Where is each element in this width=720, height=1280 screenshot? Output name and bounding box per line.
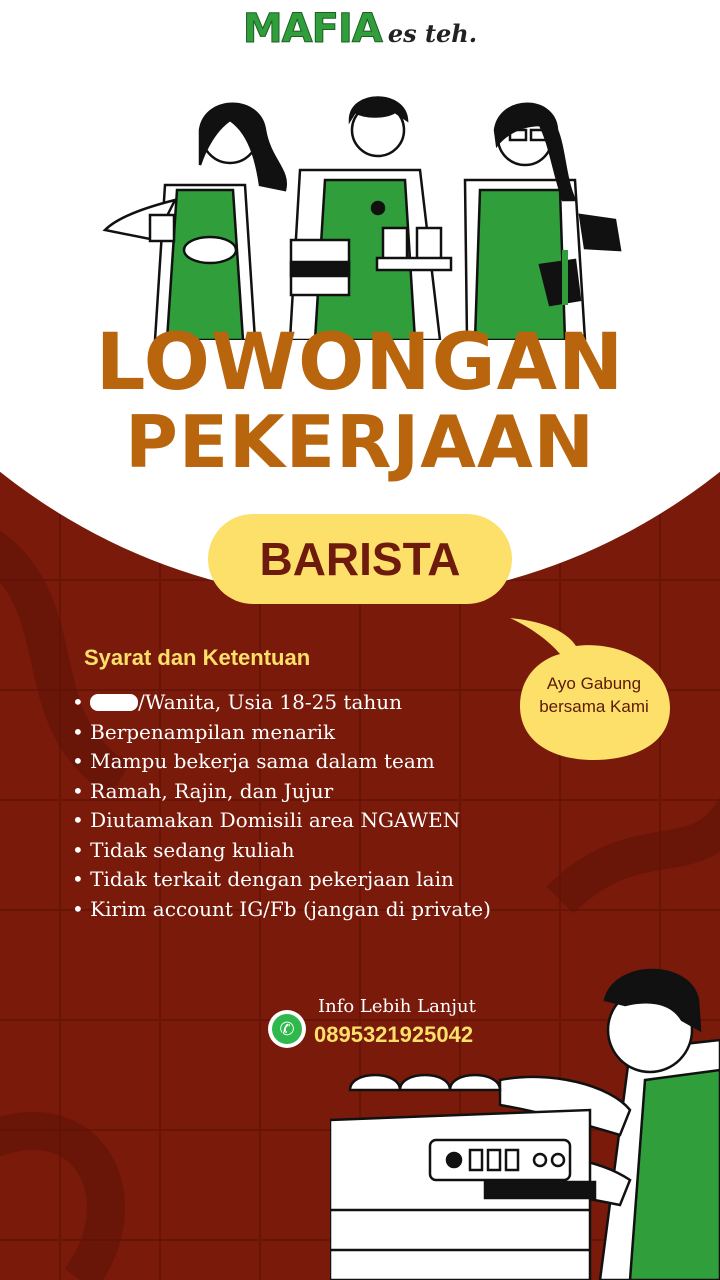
espresso-barista-illustration — [330, 960, 720, 1280]
brand-name: MAFIA — [242, 6, 382, 52]
requirement-item: • Berpenampilan menarik — [72, 718, 491, 748]
requirement-item: • Diutamakan Domisili area NGAWEN — [72, 806, 491, 836]
speech-bubble-line-1: Ayo Gabung — [546, 674, 642, 693]
requirement-item: • /Wanita, Usia 18-25 tahun — [72, 688, 491, 718]
requirement-item: • Tidak terkait dengan pekerjaan lain — [72, 865, 491, 895]
info-label: Info Lebih Lanjut — [318, 996, 476, 1017]
redaction-mark — [90, 694, 138, 711]
headline-line-1: LOWONGAN — [95, 318, 625, 408]
requirements-title: Syarat dan Ketentuan — [84, 645, 311, 670]
speech-bubble-line-2: bersama Kami — [539, 697, 649, 716]
baristas-illustration — [95, 90, 635, 340]
requirements-list — [72, 688, 491, 924]
brand-logo — [0, 6, 720, 52]
headline-line-2: PEKERJAAN — [125, 400, 595, 484]
requirement-item: • Kirim account IG/Fb (jangan di private) — [72, 895, 491, 925]
requirement-item: • Tidak sedang kuliah — [72, 836, 491, 866]
phone-number: 0895321925042 — [314, 1022, 474, 1047]
whatsapp-icon: ✆ — [268, 1010, 306, 1048]
position-badge: BARISTA — [208, 514, 512, 604]
requirement-item: • Ramah, Rajin, dan Jujur — [72, 777, 491, 807]
requirement-item: • Mampu bekerja sama dalam team — [72, 747, 491, 777]
speech-bubble-text — [510, 672, 678, 718]
brand-suffix: es teh. — [387, 19, 478, 48]
